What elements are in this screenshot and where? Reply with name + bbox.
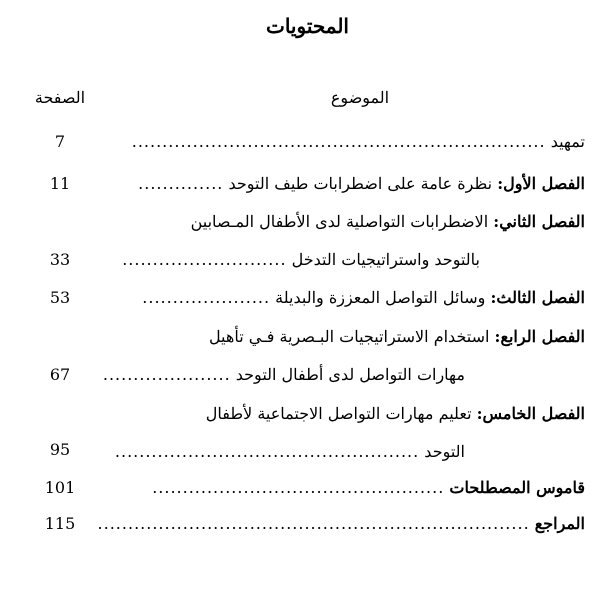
toc-page-number: 115 [44, 514, 76, 533]
toc-entry-chapter-3[interactable] [0, 288, 615, 318]
page-title: المحتويات [266, 14, 349, 38]
toc-entry-text-line2: مهارات التواصل لدى أطفال التوحد ..................... [102, 365, 465, 384]
toc-entry-chapter-4[interactable] [0, 327, 615, 397]
toc-entry-text: الفصل الثاني: الاضطرابات التواصلية لدى الأطفال المـصابين [190, 212, 585, 231]
toc-page-number: 101 [44, 478, 76, 497]
toc-entry-glossary[interactable] [0, 478, 615, 508]
toc-entry-text: الفصل الرابع: استخدام الاستراتيجيات البـصرية فـي تأهيل [208, 327, 585, 346]
toc-entry-intro[interactable] [0, 132, 615, 162]
toc-page-number: 7 [54, 132, 66, 151]
toc-entry-text: الفصل الثالث: وسائل التواصل المعززة والبديلة ..................... [142, 288, 585, 307]
page-column-header: الصفحة [34, 88, 86, 107]
toc-entry-chapter-2[interactable] [0, 212, 615, 282]
toc-page-number: 11 [49, 174, 71, 193]
toc-entry-text: الفصل الأول: نظرة عامة على اضطرابات طيف التوحد .............. [138, 174, 585, 193]
toc-page-number: 95 [49, 440, 71, 459]
toc-entry-text: المراجع ....................................................................... [97, 514, 585, 533]
toc-entry-text: قاموس المصطلحات ................................................ [152, 478, 585, 497]
toc-entry-text-line2: التوحد .................................................. [114, 442, 465, 461]
topic-column-header: الموضوع [330, 88, 390, 107]
toc-entry-text: الفصل الخامس: تعليم مهارات التواصل الاجتماعية لأطفال [205, 404, 585, 423]
toc-entry-text: تمهيد .................................................................... [131, 132, 585, 151]
toc-entry-references[interactable] [0, 514, 615, 544]
toc-page-number: 53 [49, 288, 71, 307]
toc-entry-chapter-5[interactable] [0, 404, 615, 474]
toc-entry-chapter-1[interactable] [0, 174, 615, 204]
toc-page-number: 67 [49, 365, 71, 384]
toc-page-number: 33 [49, 250, 71, 269]
toc-entry-text-line2: بالتوحد واستراتيجيات التدخل ........................... [122, 250, 480, 269]
